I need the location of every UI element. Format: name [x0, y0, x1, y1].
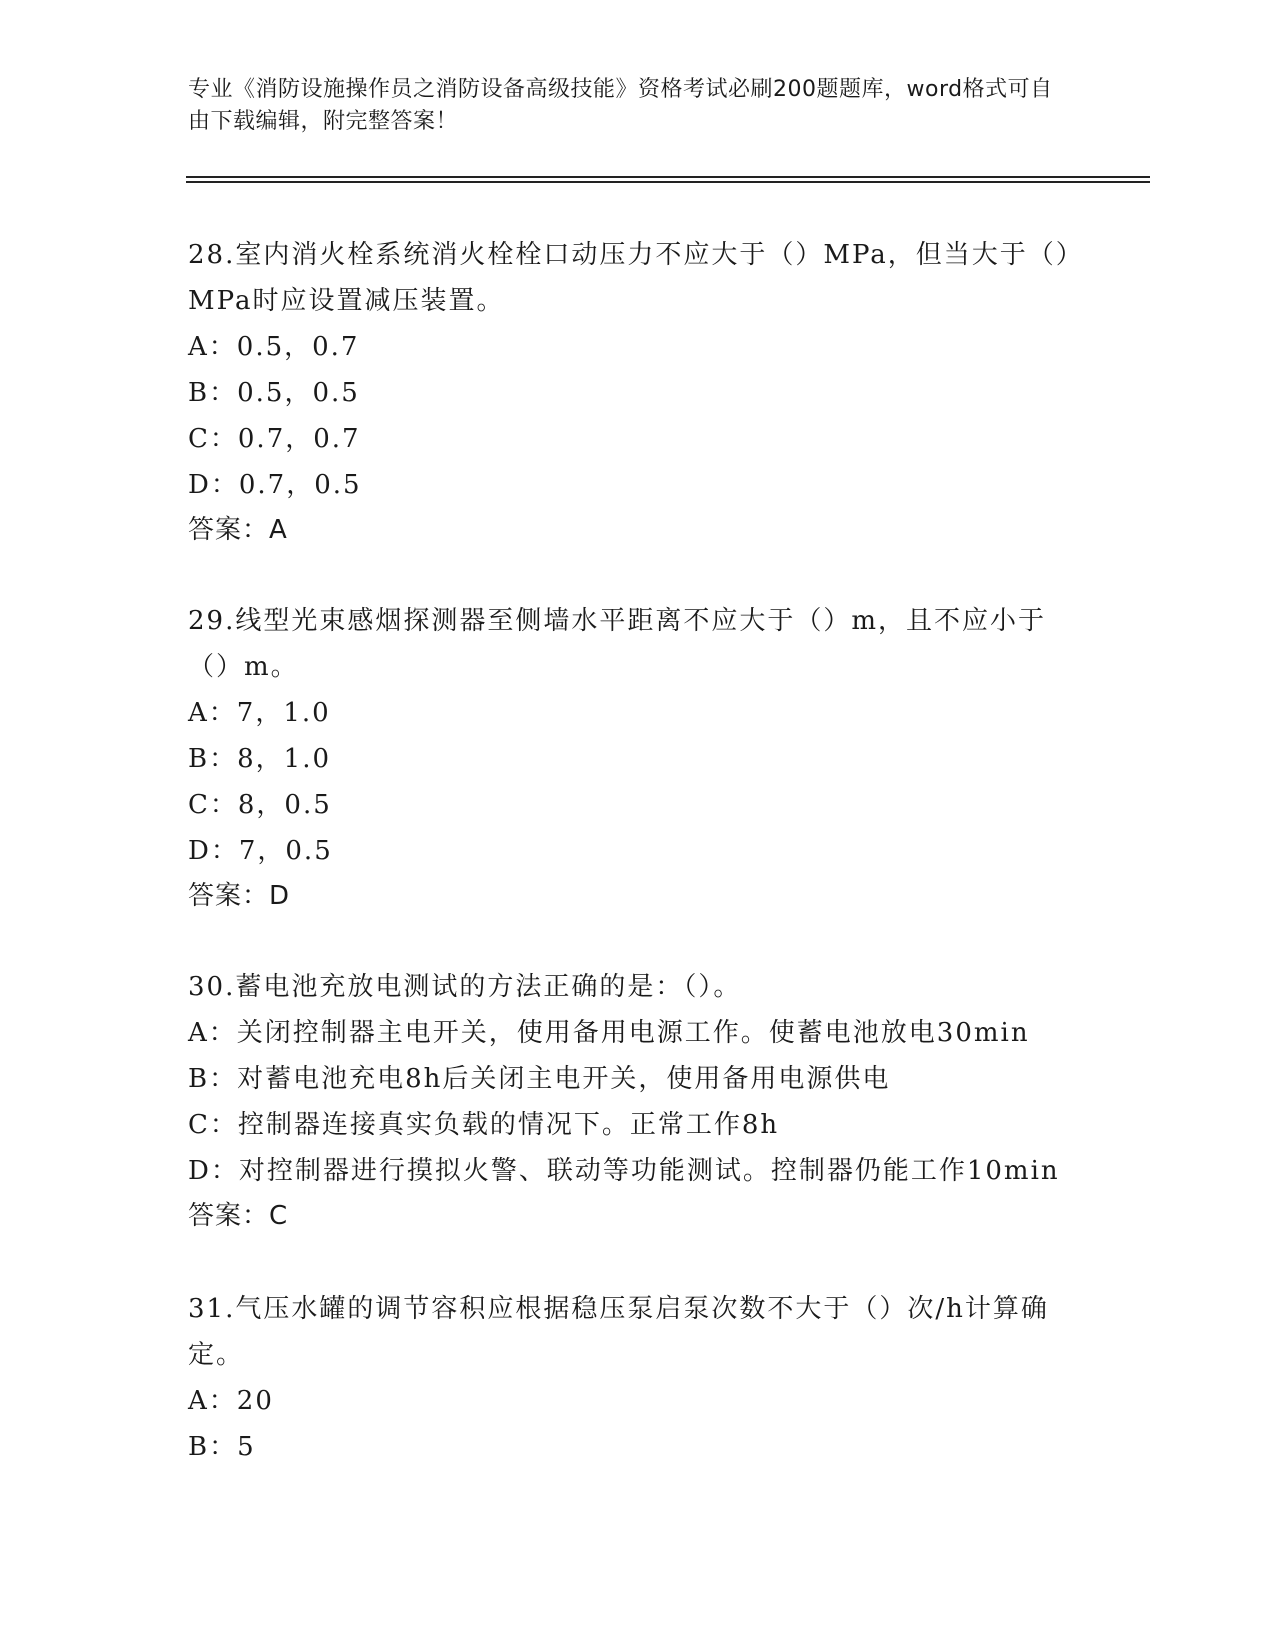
question-31 [188, 1286, 1088, 1470]
header-divider-bottom [186, 181, 1150, 183]
question-stem: 30.蓄电池充放电测试的方法正确的是：（）。 [188, 972, 742, 1002]
question-28 [188, 232, 1088, 552]
option-c: C：0.7，0.7 [188, 424, 361, 454]
header-divider-top [186, 176, 1150, 178]
option-c: C：8，0.5 [188, 790, 332, 820]
answer: 答案：C [188, 1201, 289, 1231]
question-stem: 29.线型光束感烟探测器至侧墙水平距离不应大于（）m，且不应小于（）m。 [188, 606, 1047, 682]
option-d: D：7，0.5 [188, 836, 333, 866]
answer: 答案：A [188, 515, 288, 545]
question-stem: 28.室内消火栓系统消火栓栓口动压力不应大于（）MPa，但当大于（）MPa时应设置减压装置。 [188, 240, 1084, 316]
question-stem: 31.气压水罐的调节容积应根据稳压泵启泵次数不大于（）次/h计算确定。 [188, 1294, 1049, 1370]
option-d: D：对控制器进行摸拟火警、联动等功能测试。控制器仍能工作10min [188, 1156, 1060, 1186]
document-header: 专业《消防设施操作员之消防设备高级技能》资格考试必刷200题题库，word格式可自由下载编辑，附完整答案！ [188, 77, 1053, 134]
option-a: A：7，1.0 [188, 698, 331, 728]
option-b: B：0.5，0.5 [188, 378, 360, 408]
option-c: C：控制器连接真实负载的情况下。正常工作8h [188, 1110, 780, 1140]
answer: 答案：D [188, 881, 291, 911]
option-b: B：5 [188, 1432, 256, 1462]
question-29 [188, 598, 1088, 918]
option-d: D：0.7，0.5 [188, 470, 362, 500]
option-a: A：20 [188, 1386, 274, 1416]
option-b: B：对蓄电池充电8h后关闭主电开关，使用备用电源供电 [188, 1064, 891, 1094]
option-a: A：0.5，0.7 [188, 332, 360, 362]
option-a: A：关闭控制器主电开关，使用备用电源工作。使蓄电池放电30min [188, 1018, 1030, 1048]
question-30 [188, 964, 1088, 1238]
option-b: B：8，1.0 [188, 744, 331, 774]
